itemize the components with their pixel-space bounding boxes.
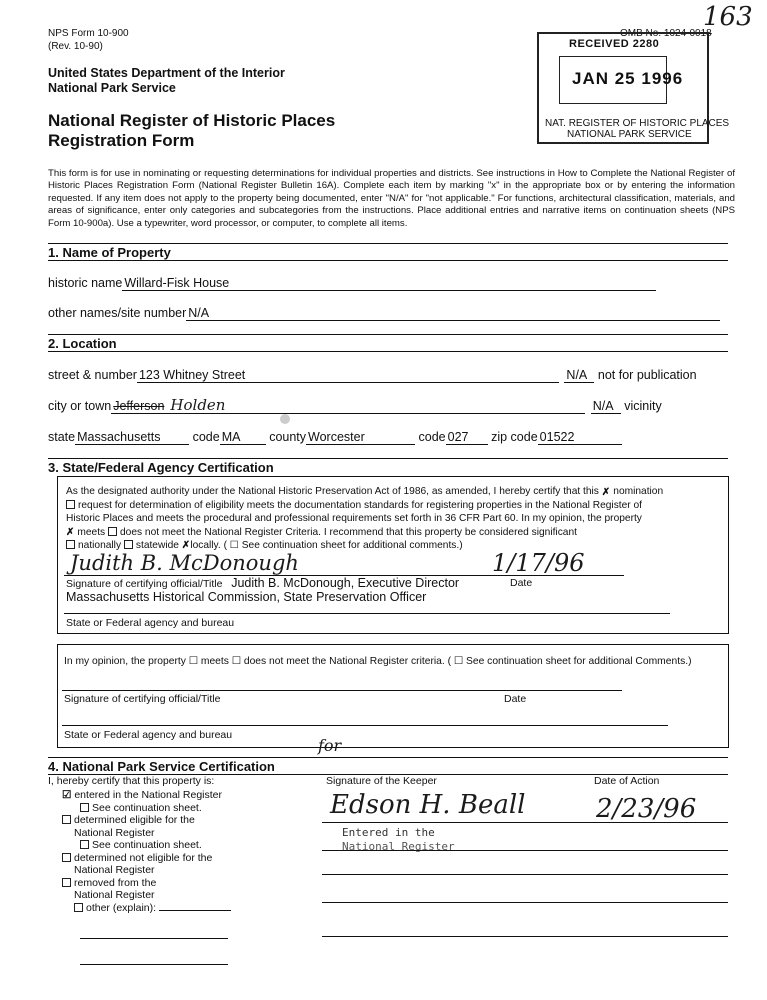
removed-label-2: National Register (74, 889, 155, 901)
statewide-checkbox[interactable] (124, 540, 133, 549)
city-row (48, 396, 662, 414)
street-row (48, 368, 697, 383)
other-label: other (explain): (86, 901, 157, 914)
state-row (48, 430, 622, 445)
keeper-line-2 (322, 850, 728, 851)
stamp-date: JAN 25 1996 (572, 69, 684, 88)
zip-label: zip code (491, 430, 538, 444)
divider (48, 757, 728, 758)
does-not-meet-label: does not meet the National Register Criteria. I recommend that this property be considered significant (119, 526, 577, 538)
keeper-line-1 (322, 822, 728, 823)
cert-line-2: request for determination of eligibility meets the documentation standards for registering properties in the National Register of (78, 500, 643, 512)
nps-options (62, 789, 262, 914)
certifying-official-name: Judith B. McDonough, Executive Director (231, 576, 460, 590)
nationally-checkbox[interactable] (66, 540, 75, 549)
nomination-label: nomination (613, 486, 664, 497)
zip-field[interactable]: 01522 (538, 431, 622, 445)
divider (48, 243, 728, 244)
agency-bureau-label: State or Federal agency and bureau (66, 617, 235, 629)
keeper-line-4 (322, 902, 728, 903)
not-for-publication-label: not for publication (597, 368, 697, 382)
street-label: street & number (48, 368, 137, 382)
keeper-line-3 (322, 874, 728, 875)
city-field[interactable] (111, 396, 585, 414)
divider (48, 334, 728, 335)
signature-label-2: Signature of certifying official/Title (64, 693, 221, 705)
meets-checkbox[interactable]: ✗ (66, 526, 75, 538)
keeper-line-5 (322, 936, 728, 937)
street-field[interactable]: 123 Whitney Street (137, 369, 559, 383)
instructions-paragraph: This form is for use in nominating or requesting determinations for individual properties and districts. See instructions in How to Complete the National Register of Historic Places Registration Form (National Register Bulletin 16A). Complete each item by marking "x" in the appropriate box or by entering the information requested. If any item does not apply to the property being documented, enter "N/A" for "not applicable." For functions, architectural classification, materials, and areas of significance, enter only categories and subcategories from the instructions. Place additional entries and narrative items on continuation sheets (NPS Form 10-900a). Use a typewriter, word processor, or computer, to complete all items. (48, 168, 735, 229)
omb-number: OMB No. 1024-0018 (620, 28, 712, 39)
state-code-field[interactable]: MA (220, 431, 266, 445)
city-label: city or town (48, 399, 112, 413)
continuation-note: ( ☐ See continuation sheet for additional comments.) (223, 539, 463, 551)
request-checkbox[interactable] (66, 500, 75, 509)
keeper-signature-label: Signature of the Keeper (326, 775, 437, 787)
certifying-date-handwritten: 1/17/96 (492, 549, 585, 577)
agency-line-2: National Park Service (48, 81, 176, 95)
certifying-agency-name: Massachusetts Historical Commission, State Preservation Officer (66, 590, 427, 604)
agency-line-2 (62, 725, 668, 726)
agency-bureau-label-2: State or Federal agency and bureau (64, 729, 233, 741)
nps-certify-statement: I, hereby certify that this property is: (48, 775, 215, 787)
historic-name-row (48, 276, 656, 291)
county-code-label: code (418, 430, 446, 444)
other-names-field[interactable]: N/A (186, 307, 720, 321)
not-eligible-checkbox[interactable] (62, 853, 71, 862)
city-struck-value: Jefferson (113, 399, 165, 413)
other-names-label: other names/site number (48, 306, 187, 320)
form-title-line-2: Registration Form (48, 131, 195, 150)
nationally-label: nationally (78, 539, 122, 551)
signature-label: Signature of certifying official/Title Judith B. McDonough, Executive Director (66, 576, 460, 590)
locally-checkbox[interactable]: ✗ (181, 539, 191, 551)
other-checkbox[interactable] (74, 903, 83, 912)
historic-name-label: historic name (48, 276, 123, 290)
entered-label: entered in the National Register (74, 789, 223, 801)
county-code-field[interactable]: 027 (446, 431, 488, 445)
section-2-heading: 2. Location (48, 336, 117, 351)
agency-line-1: United States Department of the Interior (48, 66, 285, 80)
statewide-label: statewide (135, 539, 179, 551)
entered-stamp-line-2: National Register (342, 840, 455, 853)
eligible-checkbox[interactable] (62, 815, 71, 824)
form-id: NPS Form 10-900 (48, 28, 129, 39)
does-not-meet-checkbox[interactable] (108, 527, 117, 536)
state-field[interactable]: Massachusetts (75, 431, 189, 445)
vicinity-field[interactable]: N/A (591, 400, 621, 414)
other-names-row (48, 306, 720, 321)
date-of-action-label: Date of Action (594, 775, 660, 787)
certifying-signature: Judith B. McDonough (70, 551, 299, 575)
date-label-2: Date (504, 693, 527, 705)
continuation-label-1: See continuation sheet. (92, 801, 202, 814)
form-title-line-1: National Register of Historic Places (48, 111, 336, 130)
cert-line-1: As the designated authority under the National Historic Preservation Act of 1986, as amended, I hereby certify that this (66, 486, 599, 497)
handwritten-page-number: 163 (703, 2, 753, 32)
state-certification-box (57, 476, 729, 634)
other-explain-field[interactable] (159, 910, 231, 911)
code-label: code (192, 430, 220, 444)
meets-label: meets (77, 526, 106, 538)
stamp-line-1: NAT. REGISTER OF HISTORIC PLACES (545, 118, 730, 129)
commenting-official-box (57, 644, 729, 748)
section-1-heading: 1. Name of Property (48, 245, 171, 260)
agency-line (64, 613, 670, 614)
date-label: Date (510, 577, 533, 589)
opinion-text: In my opinion, the property ☐ meets ☐ does not meet the National Register criteria. ( ☐ See continuation sheet for additional Comments.) (64, 656, 692, 667)
date-of-action-handwritten: 2/23/96 (596, 794, 697, 824)
signature-line-2 (62, 690, 622, 691)
divider (48, 458, 728, 459)
divider (48, 260, 728, 261)
stamp-date-box (559, 56, 684, 104)
not-eligible-label-2: National Register (74, 864, 155, 876)
keeper-initials: for (318, 736, 342, 755)
divider (48, 351, 728, 352)
continuation-checkbox-1[interactable] (80, 803, 89, 812)
received-stamp (537, 32, 730, 144)
nomination-checkbox[interactable]: ✗ (601, 487, 611, 498)
county-field[interactable]: Worcester (306, 431, 415, 445)
section-4-heading: 4. National Park Service Certification (48, 759, 275, 774)
removed-checkbox[interactable] (62, 878, 71, 887)
entered-checkbox[interactable]: ☑ (62, 789, 72, 801)
locally-label: locally. (190, 539, 221, 551)
historic-name-field[interactable]: Willard-Fisk House (122, 277, 656, 291)
not-eligible-label: determined not eligible for the (74, 851, 213, 864)
continuation-checkbox-2[interactable] (80, 840, 89, 849)
eligible-label: determined eligible for the (74, 814, 195, 826)
stamp-line-2: NATIONAL PARK SERVICE (567, 129, 692, 140)
explain-line-1 (80, 938, 228, 939)
vicinity-label: vicinity (624, 399, 662, 413)
not-for-publication-field[interactable]: N/A (564, 369, 594, 383)
state-label: state (48, 430, 76, 444)
entered-stamp-line-1: Entered in the (342, 826, 435, 839)
section-3-heading: 3. State/Federal Agency Certification (48, 460, 274, 475)
county-label: county (269, 430, 307, 444)
removed-label: removed from the (74, 876, 157, 889)
cert-line-3: Historic Places and meets the procedural and professional requirements set forth in 36 CFR Part 60. In my opinion, the property (66, 513, 642, 525)
city-handwritten-value: Holden (170, 396, 226, 414)
stamp-received-label: RECEIVED 2280 (569, 38, 660, 50)
eligible-label-2: National Register (74, 826, 155, 839)
punch-hole-mark (280, 414, 290, 424)
certification-text (66, 485, 722, 552)
keeper-signature: Edson H. Beall (330, 790, 526, 820)
explain-line-2 (80, 964, 228, 965)
form-revision: (Rev. 10-90) (48, 41, 103, 52)
continuation-label-2: See continuation sheet. (92, 839, 202, 851)
